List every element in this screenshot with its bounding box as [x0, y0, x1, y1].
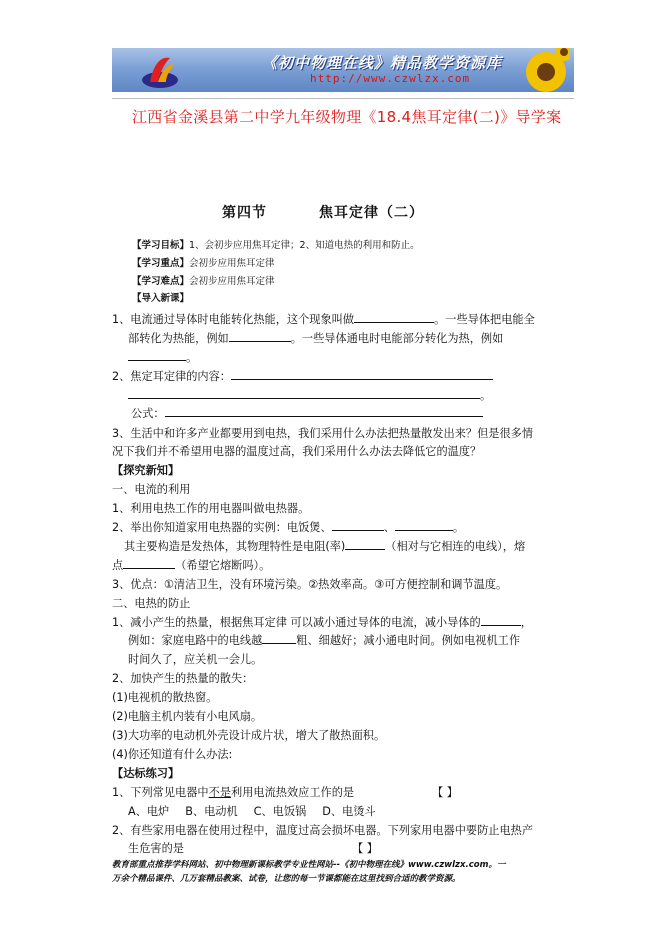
difficulty-label: 【学习难点】: [132, 276, 190, 287]
intro-q1-line2: [128, 330, 503, 346]
practice-q1-answer-bracket[interactable]: 【 】: [432, 786, 458, 799]
p2-text-c: 。: [452, 521, 465, 534]
explore-section-2: 二、电热的防止: [112, 597, 191, 610]
r1-text-a: 1、减小产生的热量，根据焦耳定律 可以减小通过导体的电流，减小导体的: [112, 616, 481, 629]
sunflower-icon: [520, 48, 570, 92]
practice-q1: [112, 784, 354, 800]
explore-r1-line3: 时间久了，应关机一会儿。: [128, 653, 263, 666]
practice-q2-line1: 2、有些家用电器在使用过程中，温度过高会损坏电器。下列家用电器中要防止电热产: [112, 824, 534, 837]
r1-blank-1[interactable]: [481, 615, 521, 626]
formula-label: 公式：: [131, 407, 165, 420]
difficulty-text: 会初步应用焦耳定律: [189, 276, 275, 287]
intro-q3-line1: 3、生活中和许多产业都要用到电热，我们采用什么办法把热量散发出来？但是很多情: [112, 427, 534, 440]
intro-q1-line3: [128, 349, 197, 365]
p3-text-a: 其主要构造是发热体，其物理特性是电阻(率): [124, 540, 346, 553]
document-title: 江西省金溪县第二中学九年级物理《18.4焦耳定律(二)》导学案: [132, 108, 562, 126]
explore-label: 【探究新知】: [112, 464, 180, 477]
key-label: 【学习重点】: [132, 258, 190, 269]
q1-text-e: 。: [186, 351, 198, 364]
explore-r2-4: (4)你还知道有什么办法:: [112, 748, 233, 761]
site-logo-icon: [140, 52, 180, 90]
intro-q2-line1: [112, 368, 493, 384]
explore-r2-2: (2)电脑主机内装有小电风扇。: [112, 710, 263, 723]
key-text: 会初步应用焦耳定律: [189, 258, 275, 269]
learning-goal: [132, 237, 420, 251]
option-c[interactable]: C、电饭锅: [253, 805, 307, 818]
option-b[interactable]: B、电动机: [185, 805, 238, 818]
section-number: 第四节: [222, 205, 267, 221]
q1-blank-1[interactable]: [354, 312, 434, 323]
explore-section-1: 一、电流的利用: [112, 483, 191, 496]
q1-text-c: 部转化为热能，例如: [128, 332, 229, 345]
explore-p3-line2: [112, 557, 270, 573]
p3-blank-1[interactable]: [345, 539, 385, 550]
banner-url: http://www.czwlzx.com: [310, 72, 471, 85]
intro-formula: [131, 405, 483, 421]
p3-text-d: （希望它熔断吗）。: [175, 559, 271, 572]
option-d[interactable]: D、电烫斗: [322, 805, 376, 818]
explore-r2-3: (3)大功率的电动机外壳设计成片状，增大了散热面积。: [112, 729, 386, 742]
p3-text-b: （相对与它相连的电线），熔: [385, 540, 526, 553]
goal-label: 【学习目标】: [132, 240, 190, 251]
q1-text-b: 。一些导体把电能全: [434, 313, 535, 326]
p2-text-b: 、: [383, 521, 395, 534]
r1-text-d: 粗、细越好；减小通电时间。例如电视机工作: [296, 634, 521, 647]
q1-text-d: 。一些导体通电时电能部分转化为热，例如: [290, 332, 504, 345]
practice-q2-line2: 生危害的是: [128, 842, 184, 855]
explore-p3-line1: [124, 538, 525, 554]
pq1-text-a: 1、下列常见电器中: [112, 786, 209, 799]
practice-q2-answer-bracket[interactable]: 【 】: [352, 842, 378, 855]
pq1-text-b: 利用电流热效应工作的是: [231, 786, 355, 799]
explore-p4: 3、优点：①清洁卫生，没有环境污染。②热效率高。③可方便控制和调节温度。: [112, 578, 508, 591]
header-rule: [112, 98, 574, 99]
explore-r1-line1: [112, 614, 532, 630]
goal-text: 1、会初步应用焦耳定律；2、知道电热的利用和防止。: [189, 240, 420, 251]
practice-q1-options: [128, 803, 376, 819]
explore-p1: 1、利用电热工作的用电器叫做电热器。: [112, 502, 310, 515]
intro-q1-line1: [112, 311, 535, 327]
footer-line-2: 万余个精品课件、几万套精品教案、试卷，让您的每一节课都能在这里找到合适的教学资源。: [112, 874, 461, 884]
p2-blank-1[interactable]: [332, 520, 384, 531]
explore-p2: [112, 519, 464, 535]
pq1-underlined: 不是: [208, 786, 232, 799]
site-banner: [112, 48, 574, 92]
option-a[interactable]: A、电炉: [128, 805, 170, 818]
r1-text-c: 例如：家庭电路中的电线越: [128, 634, 263, 647]
footer-line-1: 教育部重点推荐学科网站、初中物理新课标教学专业性网站--《初中物理在线》www.czwlzx.com。一: [112, 860, 506, 870]
q2-blank-1[interactable]: [231, 369, 493, 380]
p3-blank-2[interactable]: [123, 558, 175, 569]
formula-blank[interactable]: [165, 406, 483, 417]
section-title: 焦耳定律（二）: [319, 205, 424, 221]
learning-key: [132, 255, 275, 269]
learning-difficulty: [132, 273, 275, 287]
explore-r1-line2: [128, 632, 520, 648]
practice-label: 【达标练习】: [112, 767, 180, 780]
banner-title: 《初中物理在线》精品教学资源库: [262, 54, 503, 72]
p2-blank-2[interactable]: [395, 520, 453, 531]
intro-q2-line2: [128, 387, 491, 403]
r1-text-b: ，: [520, 616, 532, 629]
q1-blank-2[interactable]: [229, 331, 291, 342]
q1-text-a: 1、电流通过导体时电能转化热能，这个现象叫做: [112, 313, 355, 326]
explore-r2: 2、加快产生的热量的散失：: [112, 672, 254, 685]
p3-text-c: 点: [112, 559, 124, 572]
explore-r2-1: (1)电视机的散热窗。: [112, 691, 218, 704]
section-heading: [222, 202, 424, 222]
q2-text: 2、焦定耳定律的内容：: [112, 370, 231, 383]
p2-text-a: 2、举出你知道家用电热器的实例：电饭煲、: [112, 521, 332, 534]
q2-blank-2[interactable]: [128, 388, 480, 399]
q2-end: 。: [480, 389, 492, 402]
intro-label: 【导入新课】: [132, 293, 190, 304]
q1-blank-3[interactable]: [128, 350, 186, 361]
intro-q3-line2: 况下我们并不希望用电器的温度过高，我们采用什么办法去降低它的温度？: [112, 445, 482, 458]
r1-blank-2[interactable]: [262, 633, 296, 644]
